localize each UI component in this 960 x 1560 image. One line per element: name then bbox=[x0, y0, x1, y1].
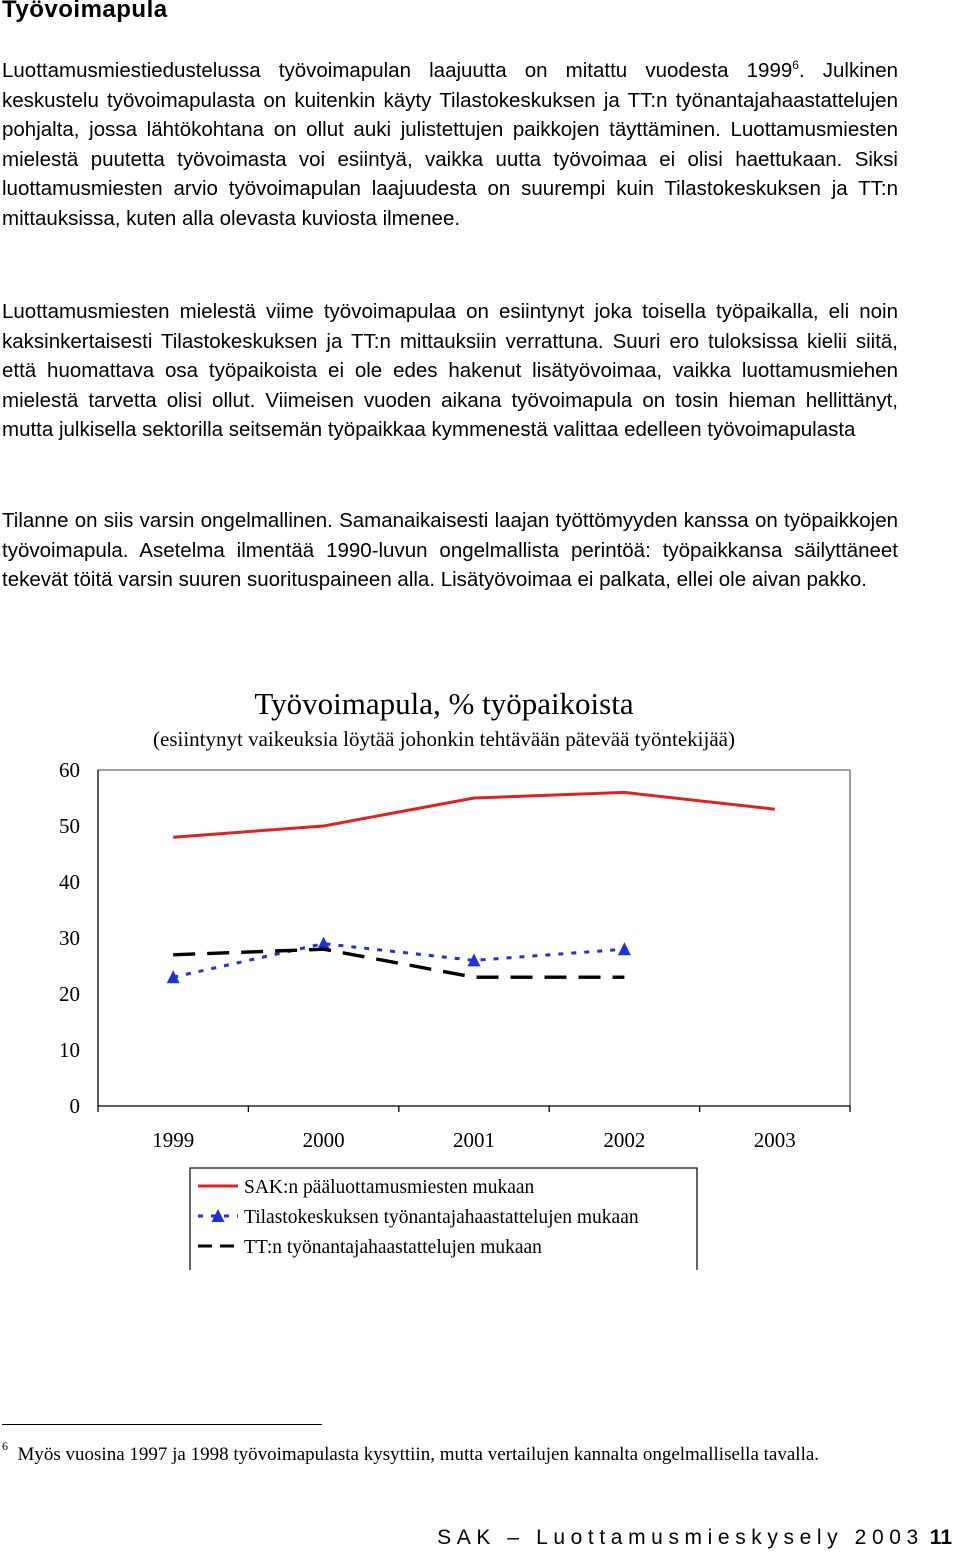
footnote-reference[interactable]: 6 bbox=[792, 58, 799, 73]
y-tick-label: 30 bbox=[59, 926, 80, 950]
x-tick-label: 1999 bbox=[152, 1128, 195, 1152]
chart-axes bbox=[98, 770, 850, 1112]
footnote bbox=[2, 1439, 898, 1468]
y-tick-label: 20 bbox=[59, 982, 80, 1006]
page-footer bbox=[437, 1526, 952, 1550]
page-number: 11 bbox=[929, 1526, 952, 1549]
y-tick-label: 40 bbox=[59, 870, 80, 894]
x-tick-label: 2003 bbox=[753, 1128, 796, 1152]
paragraph-2: Luottamusmiesten mielestä viime työvoimapulaa on esiintynyt joka toisella työpaikalla, eli noin kaksinkertaisesti Tilastokeskuksen ja TT:n mittauksiin verrattuna. Suuri ero tuloksissa kielii siitä, että huomattava osa työpaikoista ei ole edes hakenut lisätyövoimaa, vaikka luottamusmiehen mielestä tarvetta olisi ollut. Viimeisen vuoden aikana työvoimapula on tosin hieman hellittänyt, mutta julkisella sektorilla seitsemän työpaikkaa kymmenestä valittaa edelleen työvoimapulasta bbox=[2, 300, 898, 442]
paragraph-1 bbox=[2, 56, 898, 234]
footnote-number: 6 bbox=[2, 1439, 8, 1453]
paragraph-1-part-b: . Julkinen keskustelu työvoimapulasta on kuitenkin käyty Tilastokeskuksen ja TT:n työnantajahaastattelujen pohjalta, jossa lähtökohtana on ollut auki julistettujen paikkojen täyttäminen. Luottamusmiesten mielestä puutetta työvoimasta voi esiintyä, vaikka uutta työvoimaa ei olisi haettukaan. Siksi luottamusmiesten arvio työvoimapulan laajuudesta on suurempi kuin Tilastokeskuksen ja TT:n mittauksissa, kuten alla olevasta kuviosta ilmenee. bbox=[2, 59, 898, 230]
y-tick-label: 0 bbox=[69, 1094, 80, 1118]
labour-shortage-line-chart bbox=[0, 670, 960, 1270]
section-heading: Työvoimapula bbox=[2, 0, 168, 23]
series-line-2 bbox=[173, 944, 624, 978]
x-tick-label: 2001 bbox=[453, 1128, 495, 1152]
x-tick-label: 2000 bbox=[302, 1128, 345, 1152]
legend-entry: Tilastokeskuksen työnantajahaastattelujen mukaan bbox=[244, 1207, 639, 1228]
footnote-separator bbox=[2, 1424, 322, 1425]
chart-title: Työvoimapula, % työpaikoista bbox=[254, 686, 634, 721]
legend-entry: TT:n työnantajahaastattelujen mukaan bbox=[244, 1237, 542, 1258]
paragraph-1-part-a: Luottamusmiestiedustelussa työvoimapulan laajuutta on mitattu vuodesta 1999 bbox=[2, 59, 793, 82]
series-line-1 bbox=[173, 792, 775, 837]
x-tick-label: 2002 bbox=[603, 1128, 646, 1152]
y-tick-label: 50 bbox=[59, 814, 80, 838]
paragraph-3: Tilanne on siis varsin ongelmallinen. Samanaikaisesti laajan työttömyyden kanssa on työpaikkojen työvoimapula. Asetelma ilmentää 1990-luvun ongelmallista perintöä: työpaikkansa säilyttäneet tekevät töitä varsin suuren suorituspaineen alla. Lisätyövoimaa ei palkata, ellei ole aivan pakko. bbox=[2, 509, 898, 592]
y-tick-label: 60 bbox=[59, 758, 80, 782]
legend-entry: SAK:n pääluottamusmiesten mukaan bbox=[244, 1177, 535, 1198]
footnote-text: Myös vuosina 1997 ja 1998 työvoimapulasta kysyttiin, mutta vertailujen kannalta ongelmallisella tavalla. bbox=[17, 1444, 820, 1465]
y-axis-tick-labels bbox=[59, 758, 80, 1118]
chart-series bbox=[167, 792, 775, 983]
footer-label: SAK – Luottamusmieskysely 2003 bbox=[437, 1526, 924, 1549]
chart-subtitle: (esiintynyt vaikeuksia löytää johonkin tehtävään pätevää työntekijää) bbox=[153, 727, 735, 751]
series-2-point bbox=[618, 942, 631, 955]
chart-legend bbox=[190, 1168, 697, 1270]
y-tick-label: 10 bbox=[59, 1038, 80, 1062]
x-axis-tick-labels bbox=[152, 1128, 796, 1152]
